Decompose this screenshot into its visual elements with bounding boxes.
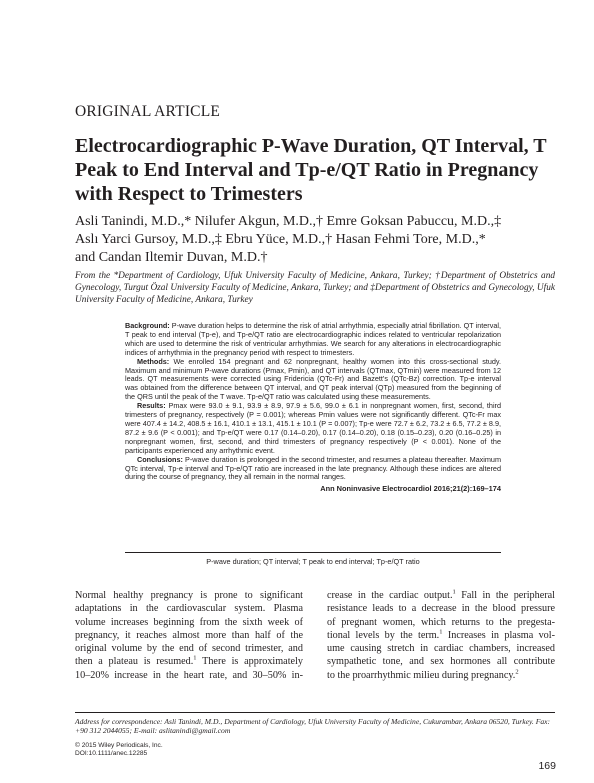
author-list [75, 213, 555, 267]
title-line: Peak to End Interval and Tp-e/QT Ratio in Pregnancy [75, 159, 539, 181]
abstract-methods-text: We enrolled 154 pregnant and 62 nonpregnant, healthy women into this cross-sectional study. Maximum and minimum P-wave durations (Pmax, Pmin), and QT intervals (QTmax, QTmin) were measured from 12 leads. QT measurements were corrected using Fridericia (QTc-Fr) and Bazett's (QTc-Bz) correction. Tp-e interval was obtained from the difference between QT interval, and QT peak interval (QTp) measured from the beginning of the QRS until the peak of the T wave. Tp-e/QT ratio was calculated using these measurements. [125, 356, 502, 402]
body-text: Fall in the peripheral [455, 590, 555, 601]
abstract-background [125, 322, 501, 358]
body-text: 10–20% increase in the heart rate, and 30–50% in- [75, 669, 303, 681]
journal-citation: Ann Noninvasive Electrocardiol 2016;21(2):169–174 [320, 484, 501, 494]
body-line [75, 589, 303, 602]
body-line [75, 629, 303, 642]
body-column-left [75, 589, 303, 682]
correspondence-note: Address for correspondence: Asli Tanindi, M.D., Department of Cardiology, Ufuk University Faculty of Medicine, Cukurambar, Ankara 06520, Turkey. Fax: +90 312 2044055; E-mail: aslitanindi@gmail.com [75, 712, 555, 736]
body-text: resistance leads to a decrease in the blood pressure [327, 603, 555, 615]
body-line [327, 589, 555, 602]
title-line: with Respect to Trimesters [75, 183, 303, 205]
body-text: adaptations in the cardiovascular system. Plasma [75, 603, 303, 615]
body-line [75, 655, 303, 668]
body-text: then a plateau is resumed. [75, 656, 194, 668]
body-text: original volume by the end of second trimester, and [75, 643, 303, 655]
abstract-results-label: Results: [137, 401, 166, 411]
body-text: tional levels by the term. [327, 629, 440, 641]
title-line: Electrocardiographic P-Wave Duration, QT Interval, T [75, 135, 547, 157]
body-text: crease in the cardiac output. [327, 590, 453, 601]
body-line [327, 616, 555, 629]
body-text: ume causing stretch in cardiac chambers, increased [327, 643, 555, 655]
reference-marker: 1 [439, 628, 443, 636]
body-text: to the proarrhythmic milieu during pregnancy. [327, 669, 516, 681]
body-line [75, 669, 303, 682]
reference-marker: 1 [193, 655, 197, 663]
body-line [327, 669, 555, 682]
body-line [327, 629, 555, 642]
keywords: P-wave duration; QT interval; T peak to end interval; Tp-e/QT ratio [125, 552, 501, 566]
abstract-conclusions-text: P-wave duration is prolonged in the second trimester, and resumes a plateau thereafter. Maximum QTc interval, Tp-e interval and Tp-e/QT ratio are increased in the late pregnancy. Although these indices are altered during the course of pregnancy, they all remain in the normal ranges. [125, 454, 501, 482]
body-line [327, 602, 555, 615]
abstract-methods [125, 358, 501, 403]
page-number: 169 [538, 760, 556, 772]
body-text: of pregnant women, which returns to the pregesta- [327, 616, 555, 628]
abstract-methods-label: Methods: [137, 356, 170, 366]
body-text: sympathetic tone, and sex hormones all contribute [327, 656, 555, 668]
body-line [75, 642, 303, 655]
body-text: Increases in plasma vol- [442, 629, 555, 641]
abstract-conclusions-label: Conclusions: [137, 454, 183, 464]
copyright-line: © 2015 Wiley Periodicals, Inc. [75, 742, 163, 749]
abstract-conclusions [125, 456, 501, 483]
author-line: and Candan Iltemir Duvan, M.D.† [75, 250, 268, 265]
reference-marker: 2 [515, 668, 519, 676]
abstract-background-label: Background: [125, 321, 170, 330]
body-column-right [327, 589, 555, 682]
copyright-block [75, 742, 375, 758]
body-line [327, 655, 555, 668]
affiliations: From the *Department of Cardiology, Ufuk University Faculty of Medicine, Ankara, Turkey; †Department of Obstetrics and Gynecology, Turgut Özal University Faculty of Medicine, Ankara, Turkey; and ‡Department of Obstetrics and Gynecology, Ufuk University Faculty of Medicine, Ankara, Turkey [75, 271, 555, 306]
abstract [125, 322, 501, 494]
section-label: ORIGINAL ARTICLE [75, 103, 221, 120]
abstract-results-text: Pmax were 93.0 ± 9.1, 93.9 ± 8.9, 97.9 ± 5.6, 99.0 ± 6.1 in nonpregnant women, first, second, third trimesters of pregnancy, respectively (P = 0.001); whereas Pmin values were not significantly different. QTc-Fr max were 407.4 ± 14.2, 408.5 ± 16.1, 410.1 ± 13.1, 415.1 ± 10.1 (P = 0.007); Tp-e were 72.7 ± 6.2, 73.2 ± 6.5, 77.2 ± 8.9, 87.2 ± 9.6 (P < 0.001); and Tp-e/QT were 0.17 (0.14–0.20), 0.17 (0.14–0.20), 0.18 (0.15–0.23), 0.20 (0.16–0.25) in nonpregnant women, first, second, and third trimesters of pregnancy respectively (P < 0.001). None of the participants experienced any arrhythmic event. [125, 401, 501, 455]
body-text: There is approximately [196, 656, 303, 668]
body-text: Normal healthy pregnancy is prone to significant [75, 590, 303, 601]
body-text: pregnancy, it reaches almost more than half of the [75, 629, 303, 641]
body-line [75, 602, 303, 615]
author-line: Aslı Yarci Gursoy, M.D.,‡ Ebru Yüce, M.D.,† Hasan Fehmi Tore, M.D.,* [75, 232, 486, 247]
reference-marker: 1 [452, 588, 456, 596]
abstract-results [125, 402, 501, 455]
abstract-background-text: P-wave duration helps to determine the risk of atrial arrhythmia, especially atrial fibrillation. QT interval, T peak to end interval (Tp-e), and Tp-e/QT ratio are electrocardiographic indices related to ventricular repolarization which are used to determine the risk of ventricular arrhythmias. We search for any alterations in electrocardiographic indices of arrhythmia in the pregnancy period with respect to trimesters. [125, 321, 501, 357]
article-title [75, 134, 555, 206]
body-text: volume increases beginning from the sixth week of [75, 616, 303, 628]
body-line [75, 616, 303, 629]
doi-line: DOI:10.1111/anec.12285 [75, 750, 148, 757]
author-line: Asli Tanindi, M.D.,* Nilufer Akgun, M.D.,† Emre Goksan Pabuccu, M.D.,‡ [75, 214, 502, 229]
body-line [327, 642, 555, 655]
